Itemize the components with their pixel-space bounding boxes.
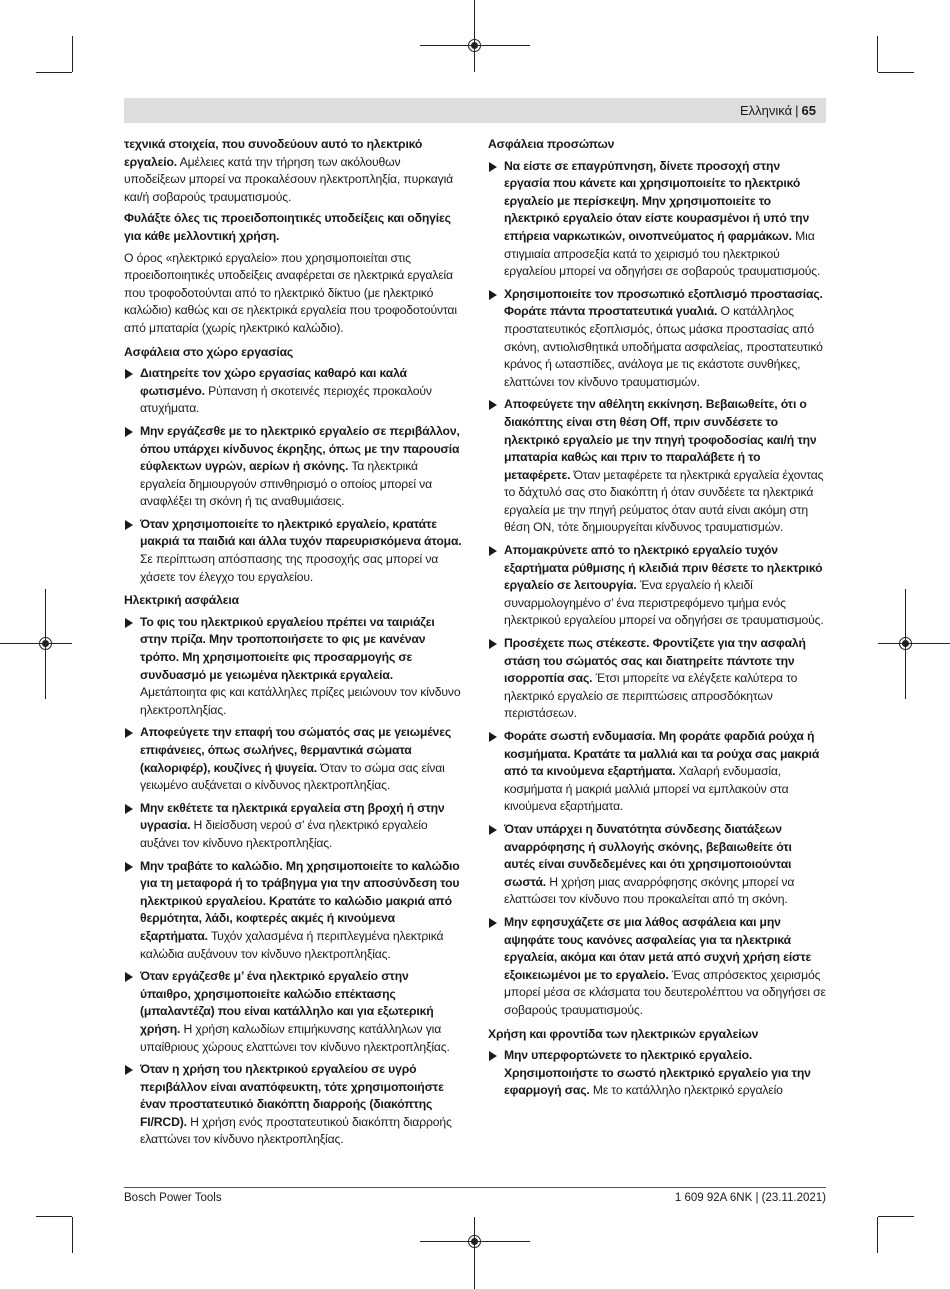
bullet-arrow-icon xyxy=(125,618,133,628)
crop-mark xyxy=(72,1217,73,1253)
bullet-arrow-icon xyxy=(489,546,497,556)
bullet-arrow-icon xyxy=(125,972,133,982)
bullet-arrow-icon xyxy=(489,400,497,410)
list-item: Αποφεύγετε την επαφή του σώματός σας με γειωμένες επιφάνειες, όπως σωλήνες, θερμαντικά σώματα (καλοριφέρ), κουζίνες ή ψυγεία. Όταν το σώμα σας είναι γειωμένο αυξάνεται ο κίνδυνος ηλεκτροπληξίας. xyxy=(124,724,462,794)
bullet-arrow-icon xyxy=(489,918,497,928)
list-item: Μην εκθέτετε τα ηλεκτρικά εργαλεία στη βροχή ή στην υγρασία. Η διείσδυση νερού σ’ ένα ηλεκτρικό εργαλείο αυξάνει τον κίνδυνο ηλεκτροπληξίας. xyxy=(124,800,462,853)
list-item: Μην τραβάτε το καλώδιο. Μη χρησιμοποιείτε το καλώδιο για τη μεταφορά ή το τράβηγμα για την αποσύνδεση του ηλεκτρικού εργαλείου. Κρατάτε το καλώδιο μακριά από θερμότητα, λάδι, κοφτερές ακμές ή κινούμενα εξαρτήματα. Τυχόν χαλασμένα ή περιπλεγμένα ηλεκτρικά καλώδια αυξάνουν τον κίνδυνο ηλεκτροπληξίας. xyxy=(124,858,462,964)
list-item: Προσέχετε πως στέκεστε. Φροντίζετε για την ασφαλή στάση του σώματός σας και διατηρείτε πάντοτε την ισορροπία σας. Έτσι μπορείτε να ελέγξετε καλύτερα το ηλεκτρικό εργαλείο σε περιπτώσεις απροσδόκητων περιστάσεων. xyxy=(488,635,826,723)
bullet-arrow-icon xyxy=(125,862,133,872)
list-item: Όταν χρησιμοποιείτε το ηλεκτρικό εργαλείο, κρατάτε μακριά τα παιδιά και άλλα τυχόν παρευρισκόμενα άτομα. Σε περίπτωση απόσπασης της προσοχής σας μπορεί να χάσετε τον έλεγχο του εργαλείου. xyxy=(124,516,462,586)
bullet-arrow-icon xyxy=(125,1065,133,1075)
registration-target-icon xyxy=(468,39,481,52)
section-heading-electrical: Ηλεκτρική ασφάλεια xyxy=(124,593,239,608)
registration-line xyxy=(474,1217,475,1289)
bullet-arrow-icon xyxy=(489,732,497,742)
bullet-arrow-icon xyxy=(125,804,133,814)
page-header xyxy=(740,103,816,118)
bullet-arrow-icon xyxy=(489,1051,497,1061)
list-item: Μην εργάζεσθε με το ηλεκτρικό εργαλείο σε περιβάλλον, όπου υπάρχει κίνδυνος έκρηξης, όπως με την παρουσία εύφλεκτων υγρών, αερίων ή σκόνης. Τα ηλεκτρικά εργαλεία δημιουργούν σπινθηρισμό ο οποίος μπορεί να αναφλέξει τη σκόνη ή τις αναθυμιάσεις. xyxy=(124,423,462,511)
registration-target-icon xyxy=(468,1235,481,1248)
page-number: 65 xyxy=(801,103,816,118)
footer-divider xyxy=(124,1187,826,1188)
crop-mark xyxy=(72,36,73,72)
registration-line xyxy=(0,643,72,644)
list-item: Διατηρείτε τον χώρο εργασίας καθαρό και καλά φωτισμένο. Ρύπανση ή σκοτεινές περιοχές προκαλούν ατυχήματα. xyxy=(124,365,462,418)
list-item: Το φις του ηλεκτρικού εργαλείου πρέπει να ταιριάζει στην πρίζα. Μην τροποποιήσετε το φις με κανέναν τρόπο. Μη χρησιμοποιείτε φις προσαρμογής σε συνδυασμό με γειωμένα ηλεκτρικά εργαλεία. Αμετάποιητα φις και κατάλληλες πρίζες μειώνουν τον κίνδυνο ηλεκτροπληξίας. xyxy=(124,614,462,720)
section-heading-personal: Ασφάλεια προσώπων xyxy=(488,137,615,151)
registration-line xyxy=(474,0,475,72)
registration-line xyxy=(878,643,950,644)
registration-target-icon xyxy=(39,637,52,650)
bullet-arrow-icon xyxy=(489,290,497,300)
footer-brand: Bosch Power Tools xyxy=(124,1192,222,1204)
list-item: Μην υπερφορτώνετε το ηλεκτρικό εργαλείο. Χρησιμοποιήστε το σωστό ηλεκτρικό εργαλείο για την εφαρμογή σας. Με το κατάλληλο ηλεκτρικό εργαλείο xyxy=(488,1047,826,1100)
bullet-arrow-icon xyxy=(489,825,497,835)
bullet-arrow-icon xyxy=(125,369,133,379)
list-item: Χρησιμοποιείτε τον προσωπικό εξοπλισμό προστασίας. Φοράτε πάντα προστατευτικά γυαλιά. Ο κατάλληλος προστατευτικός εξοπλισμός, όπως μάσκα προστασίας από σκόνη, αντιολισθητικά υποδήματα ασφαλείας, προστατευτικό κράνος ή ωτασπίδες, ανάλογα με τις εκάστοτε συνθήκες, ελαττώνει τον κίνδυνο τραυματισμών. xyxy=(488,286,826,392)
header-bar xyxy=(124,98,826,123)
list-item: Όταν υπάρχει η δυνατότητα σύνδεσης διατάξεων αναρρόφησης ή συλλογής σκόνης, βεβαιωθείτε ότι αυτές είναι συνδεδεμένες και ότι χρησιμοποιούνται σωστά. Η χρήση μιας αναρρόφησης σκόνης μπορεί να ελαττώσει τον κίνδυνο που προκαλείται από τη σκόνη. xyxy=(488,821,826,909)
list-item: Όταν εργάζεσθε μ’ ένα ηλεκτρικό εργαλείο στην ύπαιθρο, χρησιμοποιείτε καλώδιο επέκτασης (μπαλαντέζα) που είναι κατάλληλο και για εξωτερική χρήση. Η χρήση καλωδίων επιμήκυνσης κατάλληλων για υπαίθριους χώρους ελαττώνει τον κίνδυνο ηλεκτροπληξίας. xyxy=(124,968,462,1056)
list-item: Μην εφησυχάζετε σε μια λάθος ασφάλεια και μην αψηφάτε τους κανόνες ασφαλείας για τα ηλεκτρικά εργαλεία, ακόμα και όταν μετά από συχνή χρήση είστε εξοικειωμένοι με το εργαλείο. Ένας απρόσεκτος χειρισμός μπορεί μέσα σε κλάσματα του δευτερολέπτου να οδηγήσει σε σοβαρούς τραυματισμούς. xyxy=(488,914,826,1020)
right-column xyxy=(488,136,826,1105)
bullet-arrow-icon xyxy=(489,162,497,172)
keep-instructions: Φυλάξτε όλες τις προειδοποιητικές υποδείξεις και οδηγίες για κάθε μελλοντική χρήση. xyxy=(124,211,451,243)
list-item: Απομακρύνετε από το ηλεκτρικό εργαλείο τυχόν εξαρτήματα ρύθμισης ή κλειδιά πριν θέσετε το ηλεκτρικό εργαλείο σε λειτουργία. Ένα εργαλείο ή κλειδί συναρμολογημένο σ’ ένα περιστρεφόμενο τμήμα ενός ηλεκτρικού εργαλείου μπορεί να οδηγήσει σε τραυματισμούς. xyxy=(488,542,826,630)
intro-paragraph: τεχνικά στοιχεία, που συνοδεύουν αυτό το ηλεκτρικό εργαλείο. Αμέλειες κατά την τήρηση των ακόλουθων υποδείξεων μπορεί να προκαλέσουν ηλεκτροπληξία, πυρκαγιά και/ή σοβαρούς τραυματισμούς. xyxy=(124,137,454,204)
crop-mark xyxy=(877,36,878,72)
registration-target-icon xyxy=(899,637,912,650)
term-definition: Ο όρος «ηλεκτρικό εργαλείο» που χρησιμοποιείται στις προειδοποιητικές υποδείξεις αναφέρεται σε ηλεκτρικά εργαλεία που τροφοδοτούνται από το ηλεκτρικό δίκτυο (με ηλεκτρικό καλώδιο) καθώς και σε ηλεκτρικά εργαλεία που τροφοδοτούνται από μπαταρία (χωρίς ηλεκτρικό καλώδιο). xyxy=(124,250,457,335)
section-heading-care: Χρήση και φροντίδα των ηλεκτρικών εργαλείων xyxy=(488,1026,759,1041)
crop-mark xyxy=(36,1216,72,1217)
list-item: Όταν η χρήση του ηλεκτρικού εργαλείου σε υγρό περιβάλλον είναι αναπόφευκτη, τότε χρησιμοποιήστε έναν προστατευτικό διακόπτη διαρροής (διακόπτης FI/RCD). Η χρήση ενός προστατευτικού διακόπτη διαρροής ελαττώνει τον κίνδυνο ηλεκτροπληξίας. xyxy=(124,1061,462,1149)
crop-mark xyxy=(36,72,72,73)
bullet-arrow-icon xyxy=(489,639,497,649)
crop-mark xyxy=(877,1217,878,1253)
header-separator: | xyxy=(795,103,799,118)
bullet-arrow-icon xyxy=(125,427,133,437)
header-language: Ελληνικά xyxy=(739,103,793,118)
list-item: Φοράτε σωστή ενδυμασία. Μη φοράτε φαρδιά ρούχα ή κοσμήματα. Κρατάτε τα μαλλιά και τα ρούχα σας μακριά από τα κινούμενα εξαρτήματα. Χαλαρή ενδυμασία, κοσμήματα ή μακριά μαλλιά μπορεί να εμπλακούν στα κινούμενα εξαρτήματα. xyxy=(488,728,826,816)
bullet-arrow-icon xyxy=(125,728,133,738)
left-column xyxy=(124,136,462,1154)
bullet-arrow-icon xyxy=(125,520,133,530)
section-heading-workplace: Ασφάλεια στο χώρο εργασίας xyxy=(124,344,294,359)
list-item: Να είστε σε επαγρύπνηση, δίνετε προσοχή στην εργασία που κάνετε και χρησιμοποιείτε το ηλεκτρικό εργαλείο με περίσκεψη. Μην χρησιμοποιείτε το ηλεκτρικό εργαλείο όταν είστε κουρασμένοι ή υπό την επήρεια ναρκωτικών, οινοπνεύματος ή φαρμάκων. Μια στιγμιαία απροσεξία κατά το χειρισμό του ηλεκτρικού εργαλείου μπορεί να οδηγήσει σε σοβαρούς τραυματισμούς. xyxy=(488,158,826,281)
crop-mark xyxy=(878,72,914,73)
footer-doc-id: 1 609 92A 6NK | (23.11.2021) xyxy=(674,1192,826,1204)
list-item: Αποφεύγετε την αθέλητη εκκίνηση. Βεβαιωθείτε, ότι ο διακόπτης είναι στη θέση Off, πριν συνδέσετε το ηλεκτρικό εργαλείο με την πηγή τροφοδοσίας και/ή την μπαταρία καθώς και πριν το παραλάβετε ή το μεταφέρετε. Όταν μεταφέρετε τα ηλεκτρικά εργαλεία έχοντας το δάχτυλό σας στο διακόπτη ή όταν συνδέετε τα ηλεκτρικά εργαλεία με την πηγή ρεύματος όταν αυτά είναι ακόμη στη θέση ON, τότε δημιουργείται κίνδυνος τραυματισμών. xyxy=(488,396,826,537)
crop-mark xyxy=(878,1216,914,1217)
